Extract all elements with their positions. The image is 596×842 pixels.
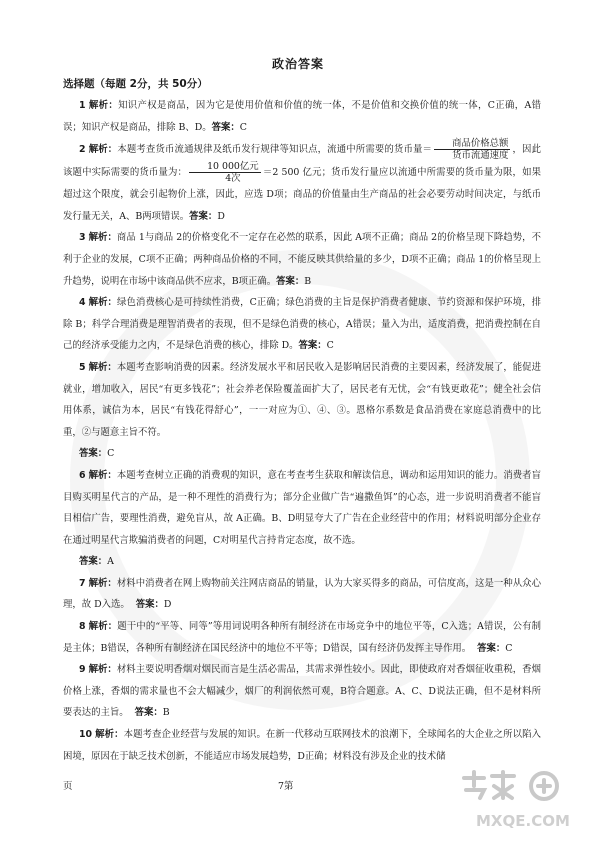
item-text: 题干中的“平等、同等”等用词说明各种所有制经济在市场竞争中的地位平等，C入选；A错误，公有制是主体；B错误，各种所有制经济在国民经济中的地位不平等；D错误，国有经济仍发挥主导作用。 (63, 621, 541, 654)
answer-value: D (163, 599, 172, 611)
answer-line-6 (63, 551, 541, 573)
page-number: 7第 (278, 781, 294, 792)
item-text: 材料中消费者在网上购物前关注网店商品的销量，认为大家买得多的商品，可信度高，这是一种从众心理，故 D入选。 (63, 577, 541, 611)
answer-item-10 (63, 724, 541, 767)
formula-fraction (434, 138, 510, 161)
item-text: 知识产权是商品，因为它是使用价值和价值的统一体，不是价值和交换价值的统一体，C正确，A错误；知识产权是商品，排除 B、D。 (63, 100, 541, 133)
answer-value: D (217, 210, 225, 222)
item-label: 解析： (88, 144, 118, 156)
item-label: 解析： (88, 621, 118, 633)
item-label: 解析： (88, 361, 117, 373)
item-label: 解析： (88, 232, 117, 244)
item-number: 9 (79, 664, 86, 676)
footer-left: 页 (63, 781, 73, 792)
calc-fraction (189, 161, 261, 184)
item-number: 8 (79, 621, 86, 633)
item-text: ，因此该题中实际需要的货币量为： (63, 144, 541, 179)
item-number: 1 (79, 100, 86, 111)
answer-value: B (304, 275, 312, 287)
answer-label: 答案： (189, 210, 218, 222)
item-text: 本题考查企业经营与发展的知识。在新一代移动互联网技术的浪潮下，全球闻名的大企业之所以陷入困境，原因在于缺乏技术创新，不能适应市场发展趋势，D正确；材料没有涉及企业的技术储 (63, 729, 541, 762)
answer-label: 答案： (134, 707, 163, 719)
item-number: 7 (79, 577, 86, 589)
answer-item-3 (63, 227, 541, 292)
item-text: 绿色消费核心是可持续性消费，C正确；绿色消费的主旨是保护消费者健康、节约资源和保护环境，排除 B；科学合理消费是理智消费者的表现，但不是绿色消费的核心，A错误；量入为出，适度消费，把消费控制在自己的经济承受能力之内，不是绿色消费的核心，排除 D。 (63, 297, 541, 352)
item-text: ＝2 500 亿元；货币发行量应以流通中所需要的货币量为限，如果超过这个限度，就会引起物价上涨，因此，应选 D项；商品的价值量由生产商品的社会必要劳动时间决定，与纸币发行量无关，A、B两项错误。 (63, 167, 541, 222)
item-label: 解析： (88, 297, 118, 309)
answer-label: 答案： (211, 121, 240, 133)
fraction-denominator: 4次 (225, 173, 241, 185)
answer-item-9 (63, 659, 541, 724)
answer-value: C (107, 448, 115, 460)
item-text: 材料主要说明香烟对烟民而言是生活必需品，其需求弹性较小。因此，即使政府对香烟征收重税，香烟价格上涨，香烟的需求量也不会大幅减少，烟厂的利润依然可观，B符合题意。A、C、D说法正确，但不是材料所要表达的主旨。 (63, 664, 541, 719)
watermark-logo (458, 768, 588, 832)
answer-item-7 (63, 573, 541, 616)
answer-value: C (505, 642, 513, 654)
item-text: 本题考查树立正确的消费观的知识，意在考查考生获取和解读信息，调动和运用知识的能力。消费者盲目购买明星代言的产品，是一种不理性的消费行为；部分企业做广告“遍撒鱼饵”的心态，进一步说明消费者不能盲目相信广告，要理性消费，避免盲从，故 A正确。B、D明显夸大了广告在企业经营中的作用；材料说明部分企业存在通过明星代言欺骗消费者的问题，C对明星代言持肯定态度，故不选。 (63, 469, 541, 546)
answer-label: 答案： (298, 340, 327, 352)
answer-item-8 (63, 616, 541, 659)
fraction-numerator: 商品价格总额 (434, 138, 510, 150)
item-number: 3 (79, 232, 86, 244)
item-label: 解析： (88, 100, 119, 111)
answer-label: 答案： (477, 642, 506, 654)
item-number: 4 (79, 297, 86, 309)
section-heading: 选择题（每题 2分，共 50分） (63, 78, 208, 90)
answer-item-6 (63, 465, 541, 551)
answer-value: C (326, 340, 334, 352)
item-text: 本题考查影响消费的因素。经济发展水平和居民收入是影响居民消费的主要因素，经济发展了，能促进就业，增加收入，居民“有更多钱花”；社会养老保险覆盖面扩大了，居民老有无忧，会“有钱更敢花”；健全社会信用体系，诚信为本，居民“有钱花得舒心”，一一对应为①、④、③。恩格尔系数是食品消费在家庭总消费中的比重，②与题意主旨不符。 (63, 361, 541, 438)
answer-value: B (162, 707, 170, 719)
answer-label: 答案： (276, 275, 305, 287)
item-label: 解析： (88, 577, 117, 589)
item-number: 2 (79, 144, 86, 156)
answer-label: 答案： (79, 556, 108, 568)
answer-label: 答案： (79, 448, 108, 460)
answer-item-2 (63, 138, 541, 227)
answer-line-5 (63, 443, 541, 465)
answer-item-4 (63, 292, 541, 357)
answer-value: C (239, 121, 247, 133)
svg-text:MXQE.COM: MXQE.COM (476, 812, 570, 830)
item-label: 解析： (88, 664, 117, 676)
item-number: 6 (79, 469, 86, 481)
answer-label: 答案： (135, 599, 164, 611)
page-title: 政治答案 (271, 57, 324, 71)
item-label: 解析： (88, 469, 117, 481)
answer-content (63, 95, 541, 767)
item-number: 10 (79, 729, 93, 741)
item-text: 本题考查货币流通规律及纸币发行规律等知识点，流通中所需要的货币量＝ (117, 144, 433, 156)
item-text: 商品 1与商品 2的价格变化不一定存在必然的联系，因此 A项不正确；商品 2的价格呈现下降趋势，不利于企业的发展，C项不正确；两种商品价格的不同，不能反映其供给量的多少，D项不正确；商品 1的价格呈现上升趋势，说明在市场中该商品供不应求，B项正确。 (63, 232, 541, 287)
item-number: 5 (79, 361, 86, 373)
answer-item-5 (63, 357, 541, 443)
fraction-denominator: 货币流通速度 (452, 150, 509, 162)
item-label: 解析： (95, 729, 124, 741)
fraction-numerator: 10 000亿元 (189, 161, 261, 173)
answer-item-1 (63, 95, 541, 138)
answer-value: A (107, 556, 114, 568)
